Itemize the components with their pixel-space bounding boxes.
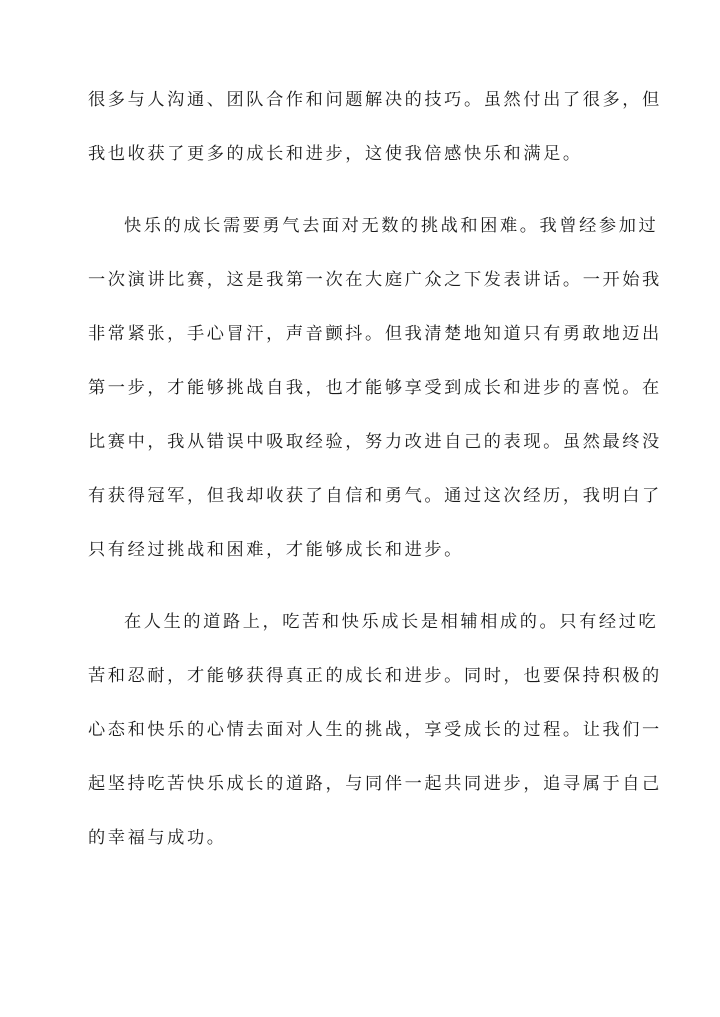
paragraph-line: 很多与人沟通、团队合作和问题解决的技巧。虽然付出了很多，但 — [88, 90, 662, 110]
paragraph-line: 第一步，才能够挑战自我，也才能够享受到成长和进步的喜悦。在 — [88, 378, 662, 398]
paragraph-line: 苦和忍耐，才能够获得真正的成长和进步。同时，也要保持积极的 — [88, 666, 662, 686]
paragraph-gap — [88, 586, 633, 604]
paragraph-line: 快乐的成长需要勇气去面对无数的挑战和困难。我曾经参加过 — [124, 216, 659, 236]
paragraph-line: 我也收获了更多的成长和进步，这使我倍感快乐和满足。 — [88, 144, 583, 164]
paragraph-line: 在人生的道路上，吃苦和快乐成长是相辅相成的。只有经过吃 — [124, 612, 659, 632]
paragraph-2 — [88, 208, 662, 568]
paragraph-1 — [88, 82, 662, 172]
paragraph-3 — [88, 604, 662, 856]
paragraph-line: 有获得冠军，但我却收获了自信和勇气。通过这次经历，我明白了 — [88, 486, 662, 506]
paragraph-line: 一次演讲比赛，这是我第一次在大庭广众之下发表讲话。一开始我 — [88, 270, 662, 290]
document-page — [88, 82, 662, 874]
paragraph-line: 只有经过挑战和困难，才能够成长和进步。 — [88, 540, 464, 560]
paragraph-line: 非常紧张，手心冒汗，声音颤抖。但我清楚地知道只有勇敢地迈出 — [88, 324, 662, 344]
paragraph-line: 比赛中，我从错误中吸取经验，努力改进自己的表现。虽然最终没 — [88, 432, 662, 452]
paragraph-line: 心态和快乐的心情去面对人生的挑战，享受成长的过程。让我们一 — [88, 720, 662, 740]
paragraph-line: 的幸福与成功。 — [88, 828, 227, 848]
paragraph-gap — [88, 190, 633, 208]
paragraph-line: 起坚持吃苦快乐成长的道路，与同伴一起共同进步，追寻属于自己 — [88, 774, 662, 794]
